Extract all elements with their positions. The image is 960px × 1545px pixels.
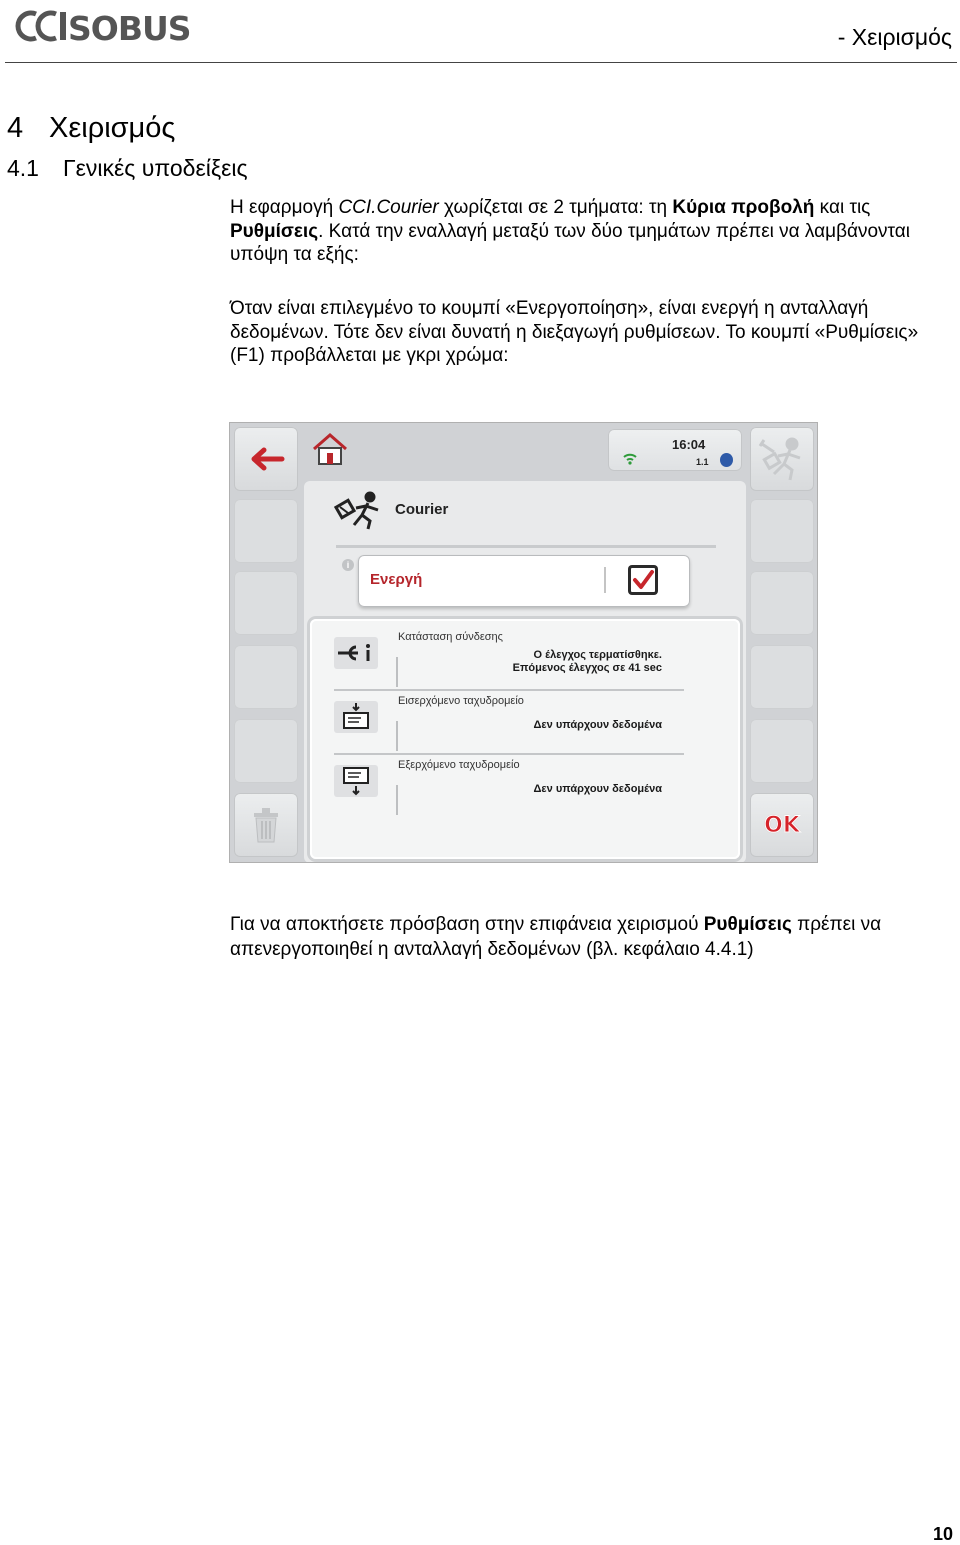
settings-softkey[interactable]: [750, 427, 814, 491]
connection-status-value: Ο έλεγχος τερματίσθηκε.: [533, 649, 662, 661]
inbox-value: Δεν υπάρχουν δεδομένα: [533, 719, 662, 731]
courier-main-panel: [304, 481, 746, 863]
app-name: CCI.Courier: [338, 197, 439, 218]
softkey-empty[interactable]: [234, 719, 298, 783]
trash-icon: [249, 805, 283, 845]
status-list: [310, 619, 740, 859]
next-check-value: Επόμενος έλεγχος σε 41 sec: [512, 662, 662, 674]
connection-status-label: Κατάσταση σύνδεσης: [398, 631, 503, 643]
active-checkbox[interactable]: [628, 565, 658, 595]
version-label: 1.1: [696, 457, 709, 467]
bluetooth-icon: [720, 453, 733, 467]
svg-text:SOBUS: SOBUS: [68, 9, 191, 46]
title-divider: [336, 545, 716, 548]
text-run: χωρίζεται σε 2 τμήματα: τη: [438, 197, 673, 218]
field-divider: [604, 567, 606, 593]
main-view-term: Κύρια προβολή: [672, 197, 815, 218]
header-divider: [5, 62, 957, 63]
intro-paragraph: [230, 196, 945, 267]
info-icon: i: [342, 559, 354, 571]
section-number: 4: [7, 112, 24, 144]
back-softkey[interactable]: [234, 427, 298, 491]
subsection-title: Γενικές υποδείξεις: [63, 155, 248, 181]
ccisobus-logo: [10, 6, 216, 46]
page-number: 10: [932, 1524, 953, 1544]
delete-softkey[interactable]: [234, 793, 298, 857]
inbox-row: [334, 695, 684, 755]
softkey-empty[interactable]: [234, 571, 298, 635]
wifi-icon: [622, 451, 638, 465]
outbox-label: Εξερχόμενο ταχυδρομείο: [398, 759, 520, 771]
row-divider: [396, 721, 398, 751]
softkey-empty[interactable]: [750, 719, 814, 783]
row-divider: [396, 785, 398, 815]
outbox-icon: [341, 766, 371, 796]
text-run: και τις: [814, 197, 871, 218]
ok-softkey[interactable]: [750, 793, 814, 857]
section-title: Χειρισμός: [49, 112, 176, 144]
outbox-row: [334, 759, 684, 819]
softkey-empty[interactable]: [234, 499, 298, 563]
softkey-empty[interactable]: [750, 499, 814, 563]
section-heading: [7, 112, 175, 145]
text-run: πρέπει να απενεργοποιηθεί η ανταλλαγή δεδομένων (βλ. κεφάλαιο 4.4.1): [230, 914, 882, 960]
activation-paragraph: Όταν είναι επιλεγμένο το κουμπί «Ενεργοποίηση», είναι ενεργή η ανταλλαγή δεδομένων. Τότε δεν είναι δυνατή η διεξαγωγή ρυθμίσεων. Το κουμπί «Ρυθμίσεις» (F1) προβάλλεται με γκρι χρώμα:: [230, 298, 919, 366]
status-bar: [608, 429, 742, 471]
settings-term: Ρυθμίσεις: [703, 914, 792, 935]
text-run: . Κατά την εναλλαγή μεταξύ των δύο τμημάτων πρέπει να λαμβάνονται υπόψη τα εξής:: [230, 220, 910, 265]
settings-access-paragraph: [230, 912, 945, 962]
inbox-icon: [341, 702, 371, 732]
connection-status-row: [334, 631, 684, 691]
row-rule: [334, 689, 684, 691]
settings-courier-disabled-icon: [756, 436, 808, 482]
arrow-left-icon: [246, 444, 286, 474]
inbox-icon-box: [334, 701, 378, 733]
softkey-empty[interactable]: [750, 571, 814, 635]
softkey-empty[interactable]: [750, 645, 814, 709]
active-label: Ενεργή: [370, 571, 423, 588]
ok-label: OK: [764, 812, 800, 838]
settings-term: Ρυθμίσεις: [230, 220, 319, 242]
outbox-icon-box: [334, 765, 378, 797]
subsection-heading: [7, 155, 248, 182]
softkey-empty[interactable]: [234, 645, 298, 709]
active-toggle-field[interactable]: [358, 555, 690, 607]
terminal-screenshot: [229, 422, 818, 863]
home-icon: [310, 431, 350, 467]
outbox-value: Δεν υπάρχουν δεδομένα: [533, 783, 662, 795]
clock-time: 16:04: [672, 437, 706, 452]
app-title: Courier: [395, 501, 449, 518]
subsection-number: 4.1: [7, 155, 39, 181]
courier-icon: [334, 491, 382, 531]
row-rule: [334, 753, 684, 755]
checkmark-icon: [628, 565, 658, 595]
text-run: Η εφαρμογή: [230, 197, 339, 218]
row-divider: [396, 657, 398, 687]
inbox-label: Εισερχόμενο ταχυδρομείο: [398, 695, 524, 707]
connection-info-icon: [336, 641, 376, 665]
connection-icon-box: [334, 637, 378, 669]
header-title: - Χειρισμός: [837, 24, 952, 50]
text-run: Για να αποκτήσετε πρόσβαση στην επιφάνεια χειρισμού: [230, 914, 704, 935]
home-softkey[interactable]: [304, 427, 356, 471]
